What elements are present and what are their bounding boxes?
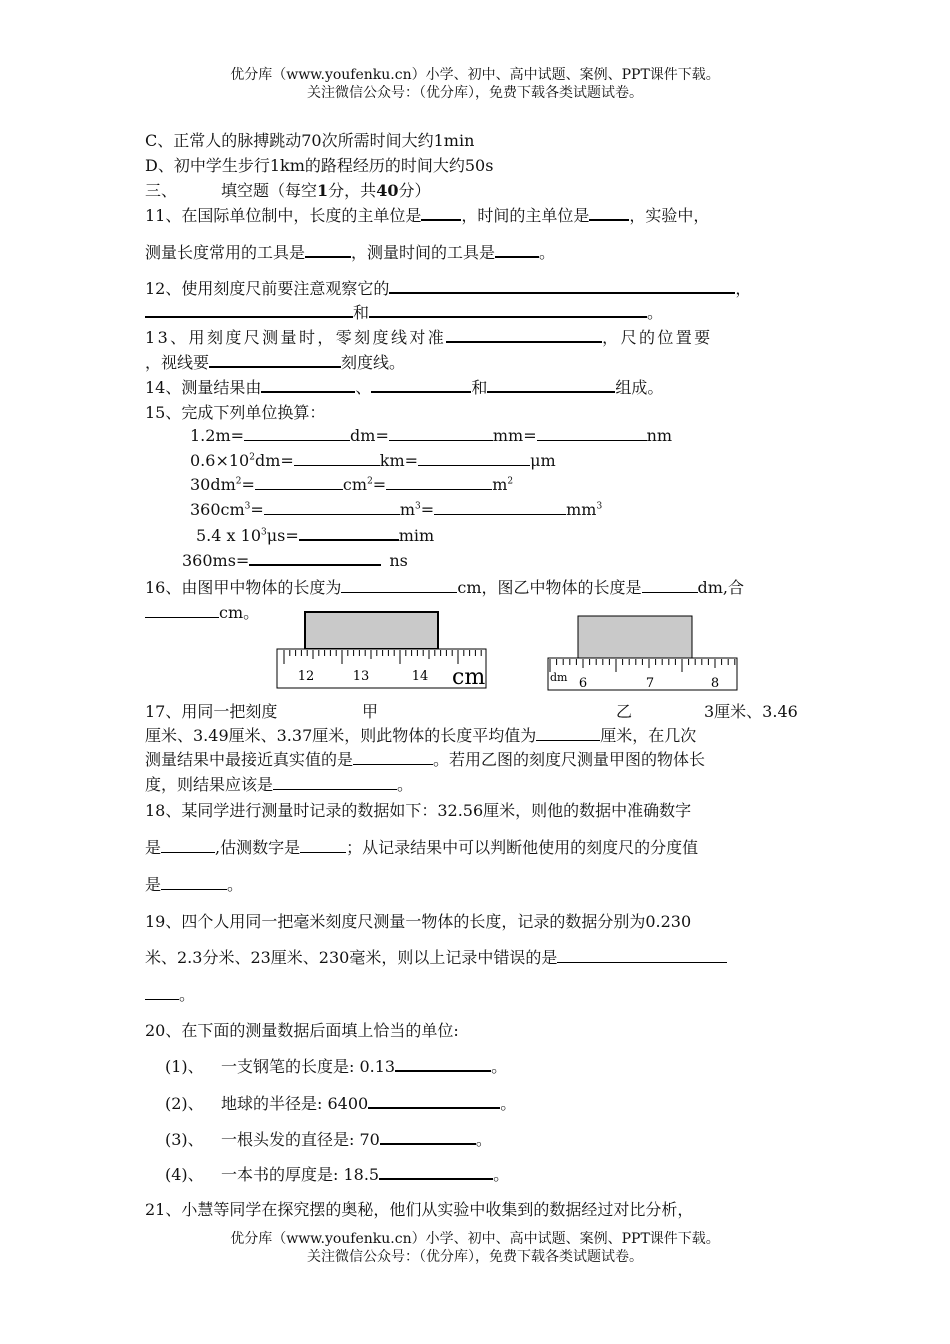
q14-text-c: 和 [471, 378, 488, 397]
r5-b: μs= [266, 526, 299, 545]
blank[interactable] [418, 451, 530, 466]
question-20-item-3 [165, 1127, 492, 1150]
item-text: 一支钢笔的长度是: 0.13 [221, 1057, 396, 1076]
r5-exp: 3 [261, 527, 267, 538]
blank[interactable] [369, 302, 647, 318]
q17-text-d: 厘米，在几次 [600, 726, 697, 745]
q13-text-b: ，尺的位置要 [602, 328, 713, 347]
q16-text-b: cm，图乙中物体的长度是 [457, 578, 642, 597]
blank[interactable] [161, 838, 215, 853]
figure-a-tick-label: 14 [411, 669, 429, 684]
header-line-1: 优分库（www.youfenku.cn）小学、初中、高中试题、案例、PPT课件下载。 [230, 67, 720, 83]
item-text: 地球的半径是: 6400 [221, 1094, 369, 1113]
blank[interactable] [536, 726, 600, 741]
section-heading [145, 178, 430, 201]
question-15-title: 15、完成下列单位换算： [145, 403, 326, 422]
blank[interactable] [589, 205, 629, 221]
r6-b: ns [389, 551, 408, 570]
item-text: 一本书的厚度是: 18.5 [221, 1165, 380, 1184]
r4-b: m [399, 500, 415, 519]
blank[interactable] [495, 242, 539, 258]
blank[interactable] [557, 948, 727, 963]
blank[interactable] [642, 578, 698, 593]
conversion-row-1 [190, 426, 672, 445]
blank[interactable] [421, 205, 461, 221]
r3-c: m [492, 475, 508, 494]
item-end: 。 [500, 1094, 517, 1113]
q11-text-d: 测量长度常用的工具是 [145, 243, 306, 262]
question-19-line-2 [145, 945, 727, 968]
question-21: 21、小慧等同学在探究摆的奥秘，他们从实验中收集到的数据经过对比分析， [145, 1200, 694, 1219]
blank[interactable] [389, 278, 735, 294]
question-17-line-1-start: 17、用同一把刻度 [145, 702, 278, 721]
section-end: 分） [398, 181, 431, 200]
question-17-line-1-end: 3厘米、3.46 [704, 702, 798, 721]
figure-a-tick-label: 13 [352, 669, 370, 684]
blank[interactable] [294, 451, 380, 466]
r3-eq2: = [372, 475, 387, 494]
r2-b: dm= [254, 451, 294, 470]
question-20-item-4 [165, 1162, 509, 1185]
question-17-line-4 [145, 772, 413, 795]
blank[interactable] [244, 426, 350, 441]
item-end: 。 [493, 1165, 510, 1184]
section-total: 40 [376, 181, 399, 200]
figure-b-tick-label: 8 [710, 676, 720, 691]
question-16-line-2 [145, 600, 259, 623]
conversion-row-4 [190, 500, 602, 519]
r5-c: mim [398, 526, 435, 545]
figure-a-tick-label: 12 [297, 669, 315, 684]
q13-text-d: 刻度线。 [341, 353, 406, 372]
blank[interactable] [255, 475, 343, 490]
blank[interactable] [261, 377, 355, 393]
blank[interactable] [380, 1129, 476, 1145]
q11-text-b: ，时间的主单位是 [461, 206, 590, 225]
question-17-line-2 [145, 723, 696, 746]
question-19-line-1: 19、四个人用同一把毫米刻度尺测量一物体的长度，记录的数据分别为0.230 [145, 912, 692, 931]
q18-text-e: 是 [145, 875, 162, 894]
r1-b: dm= [350, 426, 389, 445]
q16-text-c: dm,合 [697, 578, 745, 597]
item-number: (1)、 [165, 1057, 204, 1076]
blank[interactable] [379, 1164, 493, 1180]
q14-text-d: 组成。 [615, 378, 664, 397]
q17-text-c: 厘米、3.49厘米、3.37厘米，则此物体的长度平均值为 [145, 726, 537, 745]
blank[interactable] [395, 1056, 491, 1072]
r4-eq1: = [250, 500, 264, 519]
blank[interactable] [145, 985, 179, 1000]
blank[interactable] [249, 550, 381, 566]
q11-text-f: 。 [539, 243, 556, 262]
footer-line-2: 关注微信公众号：（优分库），免费下载各类试题试卷。 [307, 1249, 643, 1265]
r3-a: 30dm [190, 475, 236, 494]
r3-exp3: 2 [507, 476, 514, 487]
figure-a-object [305, 612, 438, 649]
question-12-line-1 [145, 276, 751, 299]
r5-a: 5.4 x 10 [196, 526, 261, 545]
section-title: 填空题（每空 [221, 181, 318, 200]
r3-exp1: 2 [235, 476, 242, 487]
question-16-line-1 [145, 575, 744, 598]
q17-text-e: 测量结果中最接近真实值的是 [145, 750, 354, 769]
question-13-line-1 [145, 325, 713, 348]
question-18-line-1: 18、某同学进行测量时记录的数据如下：32.56厘米，则他的数据中准确数字 [145, 801, 692, 820]
option-d: D、初中学生步行1km的路程经历的时间大约50s [145, 156, 494, 175]
r2-exp: 2 [249, 452, 255, 463]
blank[interactable] [353, 750, 433, 765]
item-number: (2)、 [165, 1094, 204, 1113]
r4-exp1: 3 [244, 501, 251, 512]
section-number: 三、 [145, 181, 178, 200]
item-end: 。 [491, 1057, 508, 1076]
question-18-line-2 [145, 835, 698, 858]
figure-a-caption: 甲 [362, 702, 379, 721]
r3-b: cm [342, 475, 368, 494]
question-20-item-1 [165, 1054, 507, 1077]
blank[interactable] [264, 500, 400, 515]
r1-d: nm [646, 426, 673, 445]
blank[interactable] [537, 426, 647, 441]
q14-text-b: 、 [355, 378, 372, 397]
question-20-item-2 [165, 1091, 516, 1114]
blank[interactable] [341, 578, 457, 593]
section-points: 1 [317, 181, 329, 200]
item-number: (4)、 [165, 1165, 204, 1184]
question-13-line-2 [145, 350, 405, 373]
q18-text-b: 是 [145, 838, 162, 857]
blank[interactable] [434, 500, 566, 515]
q19-text-c: 。 [179, 985, 196, 1004]
question-11-line-1 [145, 203, 709, 226]
q11-text-e: ，测量时间的工具是 [351, 243, 496, 262]
option-c: C、正常人的脉搏跳动70次所需时间大约1min [145, 131, 475, 150]
q17-text-g: 度，则结果应该是 [145, 775, 274, 794]
q12-text-a: 12、使用刻度尺前要注意观察它的 [145, 279, 390, 298]
section-mid: 分，共 [328, 181, 377, 200]
r1-c: mm= [492, 426, 537, 445]
figure-a-unit: cm [452, 665, 486, 690]
blank[interactable] [386, 475, 492, 490]
q18-text-f: 。 [227, 875, 244, 894]
q18-text-c: ,估测数字是 [215, 838, 301, 857]
conversion-row-3 [190, 475, 513, 494]
question-20-title: 20、在下面的测量数据后面填上恰当的单位: [145, 1021, 459, 1040]
blank[interactable] [487, 377, 615, 393]
question-14 [145, 375, 663, 398]
q13-text-c: ，视线要 [145, 353, 210, 372]
figure-b-unit: dm [550, 671, 568, 684]
r2-a: 0.6×10 [190, 451, 250, 470]
item-number: (3)、 [165, 1130, 204, 1149]
question-17-line-3 [145, 747, 705, 770]
r4-a: 360cm [190, 500, 245, 519]
q17-text-f: 。若用乙图的刻度尺测量甲图的物体长 [433, 750, 706, 769]
q12-text-d: 。 [647, 303, 664, 322]
q13-text-a: 13、用刻度尺测量时，零刻度线对准 [145, 328, 447, 347]
q16-text-a: 16、由图甲中物体的长度为 [145, 578, 342, 597]
r2-d: μm [530, 451, 556, 470]
conversion-row-6 [182, 550, 408, 570]
figure-a-ruler [276, 610, 488, 690]
q12-text-b: ， [735, 279, 752, 298]
blank[interactable] [145, 302, 353, 318]
q11-text-a: 11、在国际单位制中，长度的主单位是 [145, 206, 422, 225]
blank[interactable] [446, 327, 602, 343]
blank[interactable] [300, 838, 346, 853]
r4-exp3: 3 [596, 501, 603, 512]
r6-a: 360ms= [182, 551, 250, 570]
header-line-2: 关注微信公众号：（优分库），免费下载各类试题试卷。 [307, 85, 643, 101]
blank[interactable] [145, 603, 219, 618]
q19-text-b: 米、2.3分米、23厘米、230毫米，则以上记录中错误的是 [145, 948, 558, 967]
blank[interactable] [371, 377, 471, 393]
question-11-line-2 [145, 240, 555, 263]
figure-b-tick-label: 7 [645, 676, 655, 691]
q16-text-d: cm。 [219, 603, 260, 622]
conversion-row-2 [190, 451, 556, 470]
q18-text-d: ；从记录结果中可以判断他使用的刻度尺的分度值 [346, 838, 699, 857]
q12-text-c: 和 [353, 303, 370, 322]
q14-text-a: 14、测量结果由 [145, 378, 262, 397]
figure-b-caption: 乙 [616, 702, 633, 721]
blank[interactable] [209, 352, 341, 368]
conversion-row-5 [196, 525, 434, 545]
r3-exp2: 2 [367, 476, 373, 487]
blank[interactable] [161, 875, 227, 890]
r4-eq2: = [420, 500, 435, 519]
blank[interactable] [305, 242, 351, 258]
blank[interactable] [273, 775, 397, 790]
q11-text-c: ，实验中， [629, 206, 710, 225]
blank[interactable] [389, 426, 493, 441]
r2-c: km= [379, 451, 419, 470]
blank[interactable] [368, 1093, 500, 1109]
r4-c: mm [566, 500, 597, 519]
blank[interactable] [299, 525, 399, 541]
q17-text-h: 。 [397, 775, 414, 794]
figure-b-ruler [547, 614, 739, 692]
footer-line-1: 优分库（www.youfenku.cn）小学、初中、高中试题、案例、PPT课件下载。 [230, 1231, 720, 1247]
item-end: 。 [475, 1130, 492, 1149]
question-19-line-3 [145, 982, 195, 1005]
figure-b-tick-label: 6 [578, 676, 588, 691]
question-18-line-3 [145, 872, 243, 895]
r4-exp2: 3 [414, 501, 421, 512]
item-text: 一根头发的直径是: 70 [221, 1130, 380, 1149]
question-12-line-2 [145, 300, 663, 323]
r1-a: 1.2m= [190, 426, 245, 445]
figure-b-object [578, 616, 692, 658]
r3-eq1: = [241, 475, 255, 494]
